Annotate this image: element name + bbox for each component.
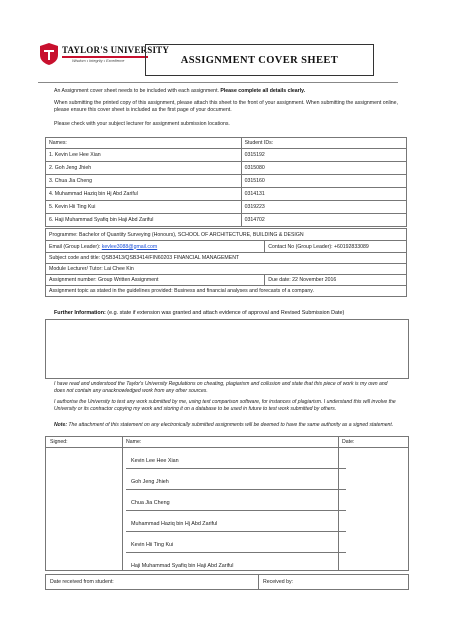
table-row — [46, 214, 407, 227]
receipt-row — [45, 574, 409, 590]
table-row — [46, 201, 407, 214]
university-logo — [38, 42, 170, 68]
member-name[interactable]: 5. Kevin Hii Ting Kui — [46, 201, 242, 214]
member-name[interactable]: 3. Chua Jia Cheng — [46, 175, 242, 188]
declaration-1: I have read and understood the Taylor's University Regulations on cheating, plagiarism and collusion and state that this piece of work is my own and does not contain any unacknowledged work from any other sources. — [54, 381, 388, 394]
further-label-text: Further Information: — [54, 310, 106, 316]
university-name: TAYLOR'S UNIVERSITY — [62, 45, 170, 55]
list-item[interactable] — [126, 510, 346, 532]
table-row — [46, 229, 407, 241]
topic-field[interactable]: Assignment topic as stated in the guidelines provided: Business and financial analyses and forecasts of a company. — [46, 286, 407, 297]
instruction-2: When submitting the printed copy of this assignment, please attach this sheet to the front of your assignment. When submitting the assignment online, please ensure this cover sheet is included as the first page of your document. — [54, 100, 399, 113]
member-id[interactable]: 0314131 — [241, 188, 406, 201]
lecturer-field[interactable]: Module Lecturer/ Tutor: Lai Chee Kin — [46, 264, 407, 275]
member-name[interactable]: 2. Goh Jeng Jhieh — [46, 162, 242, 175]
instruction-1 — [54, 88, 399, 95]
brand-bar — [62, 56, 148, 58]
date-received-field[interactable] — [46, 575, 259, 589]
members-header-row — [46, 138, 407, 149]
member-id[interactable]: 0315160 — [241, 175, 406, 188]
names-header: Names: — [46, 138, 242, 149]
page-title: ASSIGNMENT COVER SHEET — [145, 44, 374, 76]
note-text: The attachment of this statement on any electronically submitted assignments will be deemed to have the same authority as a signed statement. — [67, 422, 394, 428]
table-row — [46, 286, 407, 297]
table-row — [46, 275, 407, 286]
list-item[interactable] — [126, 489, 346, 511]
signatory-name: Haji Muhammad Syafiq bin Haji Abd Zariful — [131, 563, 234, 569]
received-by-label: Received by: — [263, 579, 293, 585]
member-id[interactable]: 0319223 — [241, 201, 406, 214]
university-tagline: Wisdom • Integrity • Excellence — [72, 59, 125, 63]
instruction-3: Please check with your subject lecturer for assignment submission locations. — [54, 121, 230, 127]
date-received-label: Date received from student: — [50, 579, 114, 585]
contact-field[interactable]: Contact No (Group Leader): +60192833089 — [265, 241, 407, 253]
member-id[interactable]: 0315080 — [241, 162, 406, 175]
member-id[interactable]: 0315192 — [241, 149, 406, 162]
member-name[interactable]: 6. Haji Muhammad Syafiq bin Haji Abd Zariful — [46, 214, 242, 227]
assignment-info-table — [45, 228, 407, 297]
table-row — [46, 241, 407, 253]
table-row — [46, 264, 407, 275]
signatory-name: Kevin Lee Hee Xian — [131, 458, 179, 464]
members-table — [45, 137, 407, 227]
list-item[interactable] — [126, 447, 346, 469]
signatory-name: Chua Jia Cheng — [131, 500, 170, 506]
member-name[interactable]: 1. Kevin Lee Hee Xian — [46, 149, 242, 162]
list-item[interactable] — [126, 531, 346, 553]
further-note: (e.g. state if extension was granted and attach evidence of approval and Revised Submission Date) — [105, 310, 345, 316]
ids-header: Student IDs: — [241, 138, 406, 149]
signed-label: Signed: — [50, 439, 68, 445]
instruction-1-emphasis: Please complete all details clearly. — [220, 88, 306, 94]
table-row — [46, 253, 407, 264]
subject-field[interactable]: Subject code and title: QSB3413/QSB3414/FIN60203 FINANCIAL MANAGEMENT — [46, 253, 407, 264]
member-name[interactable]: 4. Muhammad Haziq bin Hj Abd Zariful — [46, 188, 242, 201]
signatory-name: Muhammad Haziq bin Hj Abd Zariful — [131, 521, 218, 527]
table-row — [46, 175, 407, 188]
email-label: Email (Group Leader): — [49, 243, 102, 250]
header-divider — [38, 82, 398, 83]
date-label: Date: — [342, 439, 355, 445]
further-information-box[interactable] — [45, 319, 409, 379]
received-by-field[interactable] — [259, 575, 408, 589]
table-row — [46, 149, 407, 162]
list-item[interactable] — [126, 552, 346, 573]
table-row — [46, 188, 407, 201]
note-label: Note: — [54, 422, 68, 428]
signatory-name: Kevin Hii Ting Kui — [131, 542, 174, 548]
column-divider — [122, 437, 123, 570]
assignment-number-field[interactable]: Assignment number: Group Written Assignment — [46, 275, 265, 286]
signatory-name: Goh Jeng Jhieh — [131, 479, 169, 485]
further-information-label — [54, 310, 344, 316]
list-item[interactable] — [126, 468, 346, 490]
crest-icon — [38, 42, 60, 66]
member-id[interactable]: 0314702 — [241, 214, 406, 227]
email-field[interactable] — [46, 241, 265, 253]
declaration-note — [54, 422, 398, 429]
instruction-1-text: An Assignment cover sheet needs to be included with each assignment. — [54, 88, 221, 94]
signature-table — [45, 436, 409, 571]
due-date-field[interactable]: Due date: 22 November 2016 — [265, 275, 407, 286]
programme-field[interactable]: Programme: Bachelor of Quantity Surveying (Honours), SCHOOL OF ARCHITECTURE, BUILDING & DESIGN — [46, 229, 407, 241]
name-label: Name: — [126, 439, 142, 445]
table-row — [46, 162, 407, 175]
declaration-2: I authorise the University to test any work submitted by me, using text comparison software, for instances of plagiarism. I understand this will involve the University or its contractor copying my work and storing it on a database to be used in future to test work submitted by others. — [54, 399, 396, 412]
email-link[interactable]: kevlee3088@gmail.com — [101, 243, 158, 250]
